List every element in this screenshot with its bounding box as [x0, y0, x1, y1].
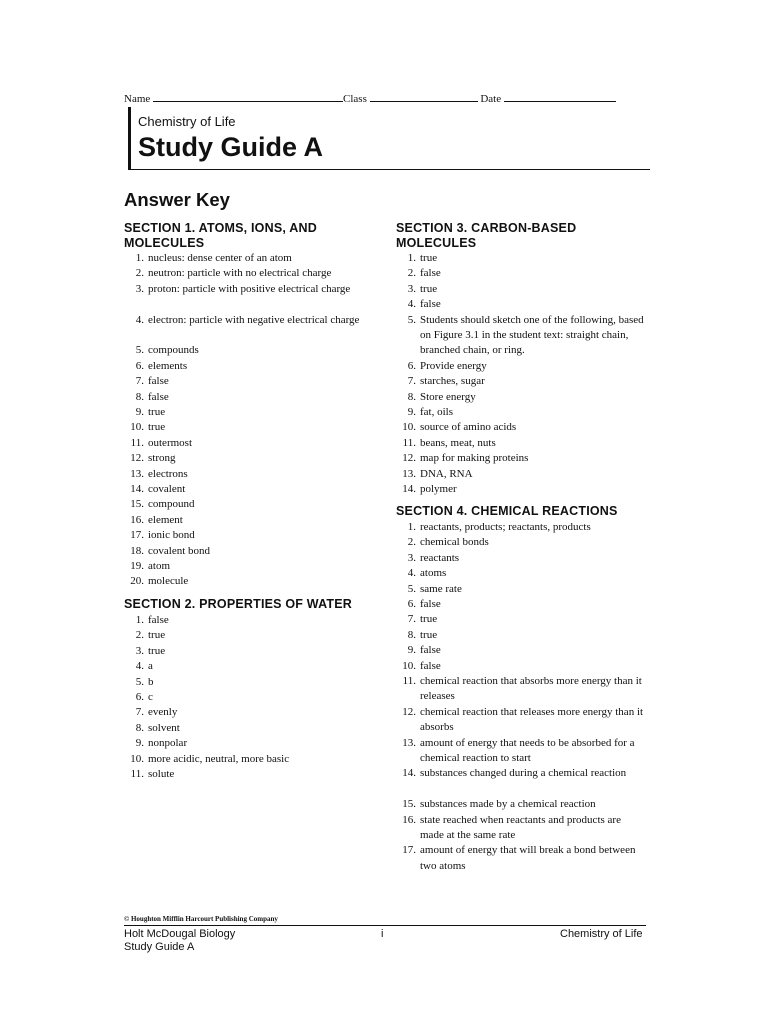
answer-item	[122, 644, 372, 659]
page-title: Study Guide A	[138, 132, 324, 162]
answer-number: 3.	[135, 644, 144, 657]
answer-number: 19.	[130, 560, 144, 572]
answer-number: 13.	[402, 467, 416, 480]
answer-number: 4.	[135, 313, 144, 326]
answer-number: 8.	[407, 628, 416, 641]
answer-text: true	[148, 644, 166, 657]
answer-number: 6.	[135, 359, 144, 372]
answer-text: false	[420, 659, 441, 672]
answer-text: chemical bonds	[420, 536, 489, 549]
answer-number: 9.	[135, 737, 144, 750]
answer-item	[122, 405, 372, 420]
answer-item	[394, 251, 644, 266]
answer-text: chemical reaction that releases more energy than it absorbs	[420, 705, 644, 734]
answer-number: 10.	[402, 421, 416, 434]
answer-text: amount of energy that will break a bond between two atoms	[420, 844, 636, 872]
answer-text: electron: particle with negative electrical charge	[148, 313, 360, 326]
answer-text: compounds	[148, 344, 199, 357]
answer-text: false	[148, 390, 169, 403]
answer-text: polymer	[420, 483, 457, 495]
answer-number: 5.	[135, 344, 144, 357]
answer-item	[122, 266, 372, 281]
footer-book-title: Holt McDougal Biology	[124, 928, 236, 940]
answer-number: 13.	[402, 736, 416, 749]
answer-number: 8.	[407, 390, 416, 403]
answer-number: 7.	[135, 706, 144, 719]
answer-text: c	[148, 691, 153, 703]
answer-text: true	[420, 282, 438, 295]
answer-number: 5.	[407, 582, 416, 595]
answer-text: evenly	[148, 706, 178, 719]
answer-item	[122, 690, 372, 705]
answer-item	[394, 659, 644, 674]
answer-item	[122, 613, 372, 628]
section-heading-s3: SECTION 3. CARBON-BASED MOLECULES	[396, 221, 577, 250]
answer-text: same rate	[420, 582, 462, 595]
answer-number: 1.	[135, 252, 144, 264]
answer-text: fat, oils	[420, 406, 453, 418]
answer-number: 12.	[130, 452, 144, 465]
answer-text: Students should sketch one of the following, based on Figure 3.1 in the student text: straight chain, branched chain, or ring.	[420, 313, 644, 357]
answer-item	[394, 359, 644, 374]
footer-book-info	[124, 928, 235, 954]
answer-text: false	[148, 375, 169, 388]
answer-text: substances made by a chemical reaction	[420, 798, 596, 811]
answer-number: 3.	[407, 551, 416, 564]
answer-number: 7.	[135, 375, 144, 388]
answer-item	[394, 451, 644, 466]
answer-item	[122, 343, 372, 358]
answer-item	[394, 813, 644, 844]
answer-text: compound	[148, 498, 195, 511]
answer-text: map for making proteins	[420, 452, 529, 465]
answer-number: 13.	[130, 467, 144, 480]
answer-item	[122, 628, 372, 643]
answer-text: electrons	[148, 467, 188, 480]
answer-text: false	[420, 644, 441, 657]
name-blank	[153, 92, 343, 102]
answer-text: solute	[148, 768, 175, 780]
answer-number: 16.	[402, 813, 416, 826]
answer-item	[394, 843, 644, 874]
answer-text: reactants	[420, 551, 460, 564]
answer-text: beans, meat, nuts	[420, 436, 496, 449]
answer-item	[122, 251, 372, 266]
footer-guide-title: Study Guide A	[124, 941, 195, 953]
answer-text: Provide energy	[420, 359, 487, 372]
answer-text: outermost	[148, 436, 192, 449]
answer-item	[122, 736, 372, 751]
answer-item	[122, 313, 372, 328]
answer-item	[122, 767, 372, 782]
answer-number: 6.	[407, 359, 416, 372]
answer-number: 15.	[130, 498, 144, 511]
answer-item	[122, 282, 372, 297]
answer-item	[394, 736, 644, 767]
answer-item	[394, 628, 644, 643]
answer-number: 8.	[135, 390, 144, 403]
answer-number: 7.	[407, 613, 416, 626]
answer-text: a	[148, 660, 153, 673]
answer-text: covalent	[148, 483, 186, 495]
answer-number: 10.	[130, 421, 144, 434]
answer-text: false	[420, 298, 441, 311]
answer-text: atoms	[420, 567, 447, 580]
answer-text: DNA, RNA	[420, 467, 473, 480]
answer-item	[394, 597, 644, 612]
answer-text: true	[420, 613, 438, 626]
answer-text: elements	[148, 359, 188, 372]
answer-item	[122, 482, 372, 497]
answer-text: proton: particle with positive electrical charge	[148, 282, 351, 295]
answer-item	[394, 266, 644, 281]
class-blank	[370, 92, 478, 102]
answer-number: 10.	[130, 752, 144, 765]
answer-text: true	[148, 629, 166, 642]
answer-text: ionic bond	[148, 529, 195, 542]
answer-text: neutron: particle with no electrical charge	[148, 267, 332, 280]
answer-item	[394, 482, 644, 497]
answer-item	[122, 559, 372, 574]
answer-item	[122, 574, 372, 589]
answer-item	[394, 390, 644, 405]
answer-number: 1.	[407, 521, 416, 533]
answer-text: amount of energy that needs to be absorbed for a chemical reaction to start	[420, 736, 635, 764]
class-label: Class	[343, 93, 367, 105]
answer-item	[122, 390, 372, 405]
answer-text: covalent bond	[148, 544, 211, 557]
answer-text: true	[148, 406, 166, 418]
section-heading-s1: SECTION 1. ATOMS, IONS, AND MOLECULES	[124, 221, 317, 250]
answer-number: 16.	[130, 513, 144, 526]
answer-item	[122, 513, 372, 528]
answer-number: 11.	[402, 675, 416, 687]
answer-item	[394, 405, 644, 420]
answer-item	[122, 752, 372, 767]
answer-item	[394, 551, 644, 566]
answer-number: 11.	[130, 768, 144, 780]
answer-number: 2.	[135, 267, 144, 280]
answer-item	[122, 705, 372, 720]
answer-item	[394, 582, 644, 597]
answer-item	[122, 528, 372, 543]
answer-item	[394, 520, 644, 535]
answer-number: 2.	[407, 536, 416, 549]
answer-item	[122, 497, 372, 512]
answer-item	[394, 467, 644, 482]
answer-number: 9.	[135, 406, 144, 418]
answer-item	[394, 612, 644, 627]
answer-text: chemical reaction that absorbs more energy than it releases	[420, 675, 642, 703]
answer-number: 8.	[135, 721, 144, 734]
section-heading-s4: SECTION 4. CHEMICAL REACTIONS	[396, 504, 618, 518]
answer-number: 4.	[407, 298, 416, 311]
answer-text: starches, sugar	[420, 375, 485, 388]
answer-number: 14.	[130, 483, 144, 495]
answer-item	[122, 675, 372, 690]
answer-item	[394, 674, 644, 705]
answer-text: strong	[148, 452, 176, 465]
answer-text: true	[420, 252, 438, 264]
answer-text: false	[148, 614, 169, 626]
answer-number: 15.	[402, 798, 416, 811]
answer-text: nucleus: dense center of an atom	[148, 252, 292, 264]
answer-number: 11.	[402, 436, 416, 449]
answer-number: 12.	[402, 705, 416, 718]
answer-item	[394, 535, 644, 550]
answer-text: state reached when reactants and products are made at the same rate	[420, 813, 621, 841]
answer-text: atom	[148, 560, 170, 572]
answer-number: 9.	[407, 406, 416, 418]
answer-number: 11.	[130, 436, 144, 449]
answer-text: b	[148, 675, 154, 688]
answer-number: 2.	[135, 629, 144, 642]
date-blank	[504, 92, 616, 102]
answer-item	[394, 420, 644, 435]
answer-number: 2.	[407, 267, 416, 280]
answer-number: 5.	[407, 313, 416, 326]
answer-text: source of amino acids	[420, 421, 517, 434]
answer-item	[394, 705, 644, 736]
answer-item	[394, 313, 644, 359]
answer-item	[122, 659, 372, 674]
answer-text: solvent	[148, 721, 180, 734]
answer-item	[394, 566, 644, 581]
answer-item	[394, 297, 644, 312]
answer-text: true	[420, 628, 438, 641]
answer-number: 14.	[402, 483, 416, 495]
answer-number: 1.	[135, 614, 144, 626]
answer-item	[394, 374, 644, 389]
answer-item	[122, 451, 372, 466]
answer-text: false	[420, 267, 441, 280]
answer-item	[394, 797, 644, 812]
student-info-line	[124, 92, 616, 105]
answer-number: 20.	[130, 575, 144, 588]
answer-number: 4.	[407, 567, 416, 580]
answer-number: 3.	[407, 282, 416, 295]
answer-text: nonpolar	[148, 737, 188, 750]
answer-text: element	[148, 513, 183, 526]
answer-number: 6.	[407, 598, 416, 610]
answer-text: more acidic, neutral, more basic	[148, 752, 290, 765]
answer-number: 10.	[402, 659, 416, 672]
answer-item	[122, 721, 372, 736]
answer-number: 7.	[407, 375, 416, 388]
footer-rule	[124, 925, 646, 926]
answer-text: molecule	[148, 575, 189, 588]
date-label: Date	[480, 93, 502, 105]
copyright-notice: © Houghton Mifflin Harcourt Publishing Company	[124, 915, 278, 923]
page-number: i	[381, 928, 384, 940]
answer-text: substances changed during a chemical reaction	[420, 767, 627, 780]
answer-number: 6.	[135, 691, 144, 703]
answer-item	[394, 766, 644, 781]
answer-text: Store energy	[420, 390, 476, 403]
footer-chapter: Chemistry of Life	[560, 928, 643, 940]
answer-number: 17.	[402, 844, 416, 857]
answer-item	[394, 436, 644, 451]
answer-number: 5.	[135, 675, 144, 688]
answer-number: 1.	[407, 252, 416, 264]
answer-item	[394, 643, 644, 658]
answer-text: false	[420, 598, 441, 610]
section-heading-s2: SECTION 2. PROPERTIES OF WATER	[124, 597, 353, 611]
answer-item	[122, 359, 372, 374]
answer-number: 9.	[407, 644, 416, 657]
answer-number: 14.	[402, 767, 416, 780]
header-block	[128, 107, 650, 170]
answer-item	[394, 282, 644, 297]
answer-key-heading: Answer Key	[124, 189, 230, 210]
answer-item	[122, 436, 372, 451]
answer-number: 18.	[130, 544, 144, 557]
answer-text: reactants, products; reactants, products	[420, 521, 591, 533]
answer-item	[122, 467, 372, 482]
name-label: Name	[124, 93, 151, 105]
answer-number: 3.	[135, 282, 144, 295]
answer-item	[122, 420, 372, 435]
answer-text: true	[148, 421, 166, 434]
answer-item	[122, 374, 372, 389]
answer-item	[122, 544, 372, 559]
answer-number: 17.	[130, 529, 144, 542]
answer-number: 12.	[402, 452, 416, 465]
chapter-subtitle: Chemistry of Life	[138, 114, 236, 129]
answer-number: 4.	[135, 660, 144, 673]
